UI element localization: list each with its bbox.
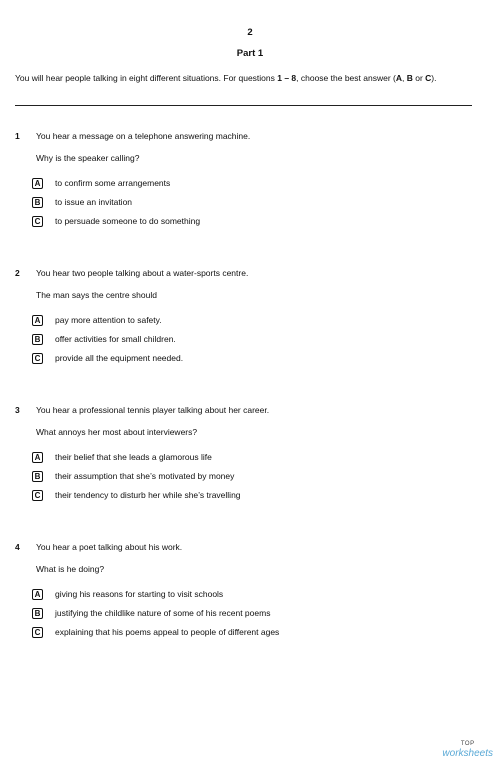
option-4c[interactable]: [32, 625, 279, 639]
option-text: their belief that she leads a glamorous life: [55, 452, 212, 462]
question-stem: You hear two people talking about a water-sports centre.: [36, 268, 249, 278]
option-letter-box[interactable]: A: [32, 589, 43, 600]
option-text: to issue an invitation: [55, 197, 133, 207]
option-letter-box[interactable]: A: [32, 452, 43, 463]
option-text: offer activities for small children.: [55, 334, 176, 344]
divider: [15, 105, 472, 106]
instructions-option-c: C: [425, 73, 432, 83]
question-prompt: Why is the speaker calling?: [36, 153, 140, 163]
question-number: 2: [15, 268, 20, 278]
question-number: 1: [15, 131, 20, 141]
brand-top-text: TOP: [460, 741, 475, 747]
question-prompt: The man says the centre should: [36, 290, 157, 300]
page-number: 2: [247, 27, 253, 38]
question-stem: You hear a professional tennis player talking about her career.: [36, 405, 270, 415]
option-text: giving his reasons for starting to visit schools: [55, 589, 224, 599]
question-stem: You hear a message on a telephone answering machine.: [36, 131, 251, 141]
option-3c[interactable]: [32, 488, 241, 502]
question-number: 3: [15, 405, 20, 415]
instructions-option-b: B: [406, 73, 413, 83]
option-text: their assumption that she’s motivated by money: [55, 471, 235, 481]
option-4a[interactable]: [32, 587, 223, 601]
option-1b[interactable]: [32, 195, 132, 209]
option-2b[interactable]: [32, 332, 176, 346]
option-1a[interactable]: [32, 176, 170, 190]
option-2a[interactable]: [32, 313, 162, 327]
option-letter-box[interactable]: C: [32, 627, 43, 638]
part-title: Part 1: [236, 48, 264, 59]
option-text: pay more attention to safety.: [55, 315, 162, 325]
instructions-suffix: ).: [431, 73, 437, 83]
option-2c[interactable]: [32, 351, 183, 365]
option-text: their tendency to disturb her while she’s travelling: [55, 490, 241, 500]
option-letter-box[interactable]: A: [32, 178, 43, 189]
instructions: [15, 72, 475, 84]
instructions-prefix: You will hear people talking in eight different situations. For questions: [15, 73, 278, 83]
question-prompt: What annoys her most about interviewers?: [36, 427, 198, 437]
brand-logo[interactable]: [442, 741, 493, 759]
question-number: 4: [15, 542, 20, 552]
option-text: to confirm some arrangements: [55, 178, 171, 188]
option-text: explaining that his poems appeal to people of different ages: [55, 627, 280, 637]
option-letter-box[interactable]: C: [32, 490, 43, 501]
instructions-middle: , choose the best answer (: [296, 73, 396, 83]
option-letter-box[interactable]: B: [32, 334, 43, 345]
option-letter-box[interactable]: B: [32, 197, 43, 208]
question-stem: You hear a poet talking about his work.: [36, 542, 183, 552]
instructions-sep-1: ,: [402, 73, 407, 83]
instructions-range: 1 – 8: [277, 73, 297, 83]
option-letter-box[interactable]: B: [32, 471, 43, 482]
question-prompt: What is he doing?: [36, 564, 105, 574]
brand-main-text: worksheets: [442, 748, 493, 759]
option-text: to persuade someone to do something: [55, 216, 201, 226]
option-4b[interactable]: [32, 606, 270, 620]
option-letter-box[interactable]: C: [32, 216, 43, 227]
option-letter-box[interactable]: C: [32, 353, 43, 364]
option-letter-box[interactable]: A: [32, 315, 43, 326]
option-1c[interactable]: [32, 214, 200, 228]
option-text: justifying the childlike nature of some of his recent poems: [55, 608, 271, 618]
option-text: provide all the equipment needed.: [55, 353, 184, 363]
instructions-option-a: A: [395, 73, 402, 83]
instructions-sep-2: or: [412, 73, 426, 83]
option-3a[interactable]: [32, 450, 212, 464]
option-3b[interactable]: [32, 469, 234, 483]
option-letter-box[interactable]: B: [32, 608, 43, 619]
